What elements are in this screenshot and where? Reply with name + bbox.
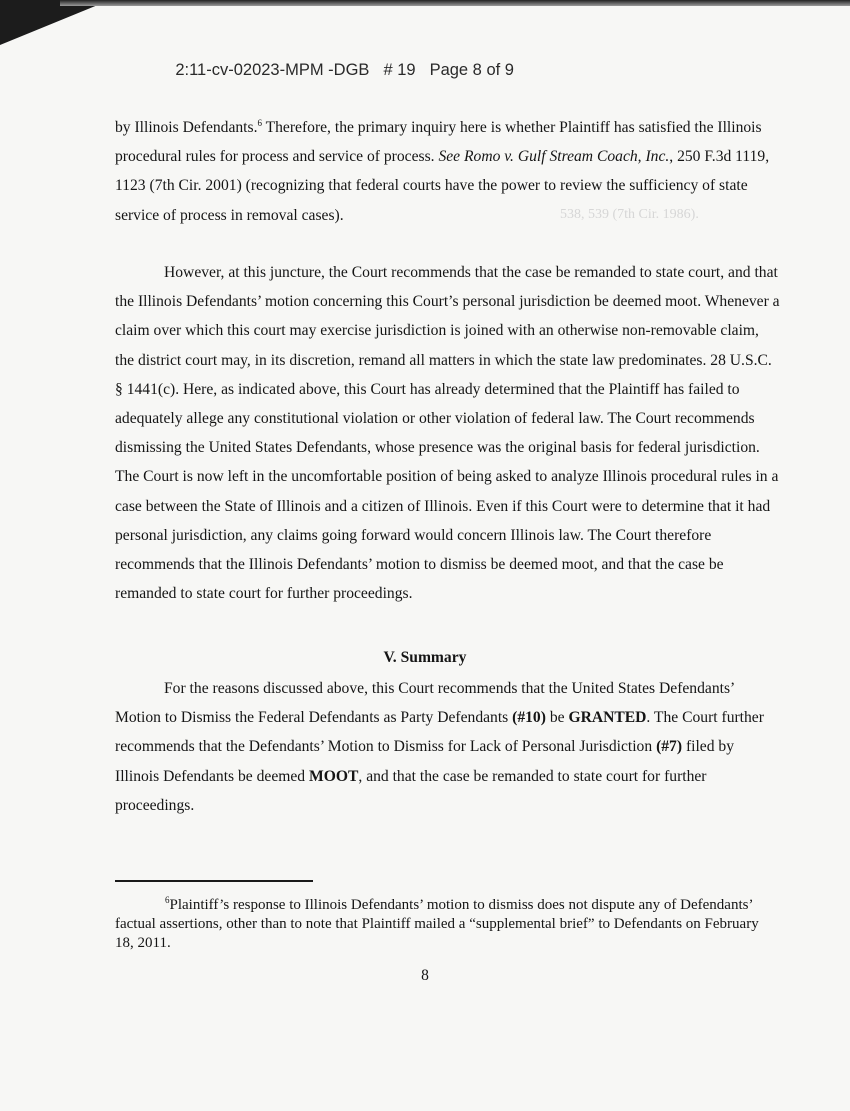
- section-heading: V. Summary: [383, 649, 467, 666]
- summary-text-d: filed by Illinois Defendants be deemed: [115, 738, 735, 785]
- summary-text-e: , and that the case be remanded to state court for further proceedings.: [115, 767, 707, 814]
- case-number: 2:11-cv-02023-MPM -DGB: [175, 61, 370, 79]
- footnote-divider: [115, 880, 313, 882]
- paragraph-1: [115, 113, 780, 230]
- summary-paragraph: [115, 674, 780, 820]
- granted-label: GRANTED: [568, 709, 647, 727]
- moot-label: MOOT: [309, 767, 359, 785]
- case-citation: See Romo v. Gulf Stream Coach, Inc.: [438, 148, 670, 166]
- paragraph-2: [115, 258, 780, 608]
- paragraph-2-text: However, at this juncture, the Court recommends that the case be remanded to state court, and that the Illinois Defendants’ motion concerning this Court’s personal jurisdiction be deemed moot. Whenever a claim over which this court may exercise jurisdiction is joined with an otherwise non-removable claim, the district court may, in its discretion, remand all matters in which the state law predominates. 28 U.S.C. § 1441(c). Here, as indicated above, this Court has already determined that the Plaintiff has failed to adequately allege any constitutional violation or other violation of federal law. The Court recommends dismissing the United States Defendants, whose presence was the original basis for federal jurisdiction. The Court is now left in the uncomfortable position of being asked to analyze Illinois procedural rules in a case between the State of Illinois and a citizen of Illinois. Even if this Court were to determine that it had personal jurisdiction, any claims going forward would concern Illinois law. The Court therefore recommends that the Illinois Defendants’ motion to dismiss be deemed moot, and that the case be remanded to state court for further proceedings.: [115, 264, 780, 603]
- footnote-reference: 6: [257, 118, 262, 128]
- paragraph-1-text-a: by Illinois Defendants.: [115, 119, 258, 136]
- summary-text-a: For the reasons discussed above, this Court recommends that the United States Defendants’ Motion to Dismiss the Federal Defendants as Party Defendants: [115, 680, 735, 727]
- footnote: [115, 896, 780, 953]
- summary-text-c: . The Court further recommends that the Defendants’ Motion to Dismiss for Lack of Personal Jurisdiction: [115, 709, 764, 756]
- footnote-marker: 6: [165, 895, 170, 905]
- scan-edge: [60, 0, 850, 6]
- summary-text-b: be: [545, 709, 569, 727]
- document-number: # 19: [383, 61, 416, 79]
- bleed-through-text: 538, 539 (7th Cir. 1986).: [560, 207, 699, 222]
- page-number: 8: [421, 967, 429, 984]
- page-indicator: Page 8 of 9: [429, 61, 514, 79]
- folded-corner-shadow: [0, 0, 110, 45]
- motion-ref-10: (#10): [512, 709, 546, 727]
- paragraph-1-text-b: Therefore, the primary inquiry here is whether Plaintiff has satisfied the Illinois procedural rules for process and service of process.: [115, 119, 762, 166]
- paragraph-1-text-c: , 250 F.3d 1119, 1123 (7th Cir. 2001) (recognizing that federal courts have the power to review the sufficiency of state service of process in removal cases).: [115, 148, 770, 224]
- motion-ref-7: (#7): [656, 738, 683, 756]
- footnote-text: Plaintiff’s response to Illinois Defendants’ motion to dismiss does not dispute any of Defendants’ factual assertions, other than to note that Plaintiff mailed a “supplemental brief” to Defendants on February 18, 2011.: [115, 897, 759, 951]
- ecf-header: [157, 42, 514, 99]
